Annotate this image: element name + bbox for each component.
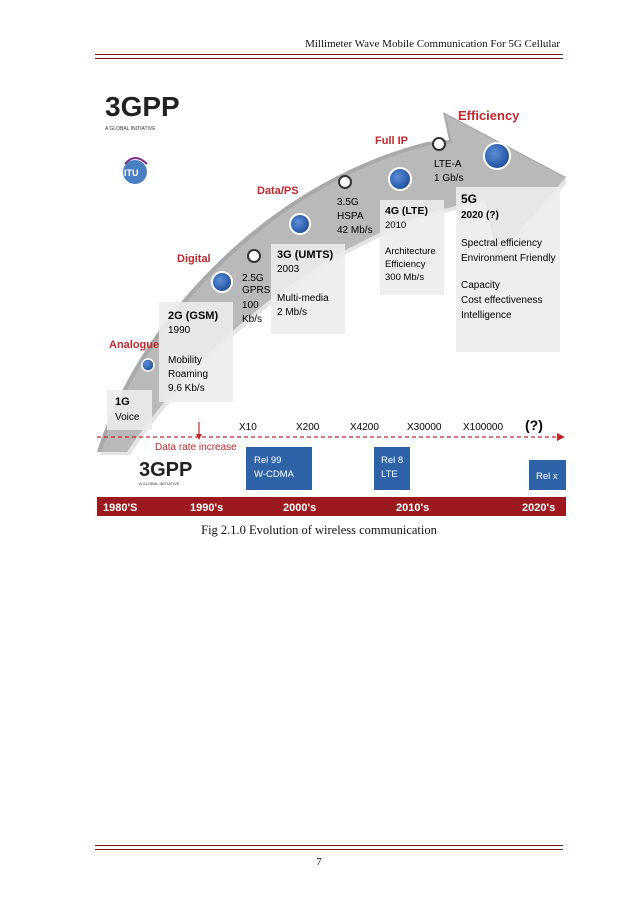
gen-5g-line: 2020 (?)	[461, 210, 499, 221]
gen-lte-a-line: LTE-A	[434, 159, 462, 170]
stage-label-efficiency: Efficiency	[458, 108, 520, 123]
logo-3gpp	[105, 91, 180, 132]
gen-box-1g	[107, 390, 152, 430]
stage-label-analogue: Analogue	[109, 339, 160, 351]
dot-3-5g	[339, 176, 351, 188]
decade-label: 2000's	[283, 502, 317, 514]
dot-2g	[212, 272, 232, 292]
release-box-relx	[529, 460, 566, 490]
logo-3gpp-small-text: 3GPP	[139, 459, 193, 481]
gen-4g-line: Architecture	[385, 246, 436, 257]
gen-2g-title: 2G (GSM)	[168, 310, 219, 322]
stage-label-digital: Digital	[177, 253, 211, 265]
gen-3-5g-line: 42 Mb/s	[337, 225, 373, 236]
wireless-evolution-figure	[97, 72, 566, 516]
gen-3g-title: 3G (UMTS)	[277, 249, 334, 261]
gen-2-5g-line: Kb/s	[242, 314, 263, 325]
logo-itu-text: ITU	[124, 168, 139, 178]
gen-5g-title: 5G	[461, 192, 478, 206]
release-box-rel99	[246, 447, 312, 490]
gen-box-3g	[271, 244, 345, 334]
data-rate-arrowhead	[557, 433, 565, 441]
gen-5g-line: Intelligence	[461, 310, 512, 321]
footer-rule	[95, 845, 563, 850]
gen-4g-title: 4G (LTE)	[385, 205, 428, 217]
multiplier-label: X4200	[350, 422, 379, 433]
release-line: Rel 99	[254, 455, 282, 466]
gen-4g-line: Efficiency	[385, 259, 426, 270]
gen-4g-line: 2010	[385, 220, 407, 231]
figure-caption: Fig 2.1.0 Evolution of wireless communication	[201, 523, 437, 537]
gen-3g-line: 2003	[277, 264, 300, 275]
gen-box-4g	[380, 200, 444, 295]
multiplier-label: X200	[296, 422, 320, 433]
stage-label-full-ip: Full IP	[375, 135, 408, 147]
data-rate-label: Data rate increase	[155, 442, 237, 453]
logo-3gpp-small-tagline: A GLOBAL INITIATIVE	[139, 481, 180, 486]
multiplier-label: X30000	[407, 422, 442, 433]
gen-3-5g-line: 3.5G	[337, 197, 359, 208]
dot-lte-a	[433, 138, 445, 150]
release-line: Rel x	[536, 471, 558, 482]
gen-5g-line: Spectral efficiency	[461, 238, 542, 249]
gen-2-5g-line: GPRS	[242, 285, 271, 296]
multiplier-label: X100000	[463, 422, 504, 433]
decade-label: 1990's	[190, 502, 224, 514]
gen-2g-line: 1990	[168, 325, 191, 336]
gen-2-5g-line: 2.5G	[242, 273, 264, 284]
gen-5g-line: Cost effectiveness	[461, 295, 543, 306]
release-line: Rel 8	[381, 455, 404, 466]
gen-2g-line: 9.6 Kb/s	[168, 383, 205, 394]
gen-box-5g	[456, 187, 560, 352]
gen-3-5g-line: HSPA	[337, 211, 364, 222]
gen-3g-line: 2 Mb/s	[277, 307, 308, 318]
evolution-diagram	[97, 72, 566, 516]
dot-3g	[290, 214, 310, 234]
dot-2-5g	[248, 250, 260, 262]
dot-1g	[142, 359, 154, 371]
decade-label: 2020's	[522, 502, 556, 514]
running-header: Millimeter Wave Mobile Communication For 5G Cellular	[305, 38, 560, 50]
release-box-rel8	[374, 447, 410, 490]
gen-1g-title: 1G	[115, 396, 130, 408]
stage-label-data-ps: Data/PS	[257, 185, 299, 197]
decade-label: 1980'S	[103, 502, 138, 514]
gen-3g-line: Multi-media	[277, 293, 329, 304]
gen-1g-line: Voice	[115, 412, 140, 423]
multiplier-label: X10	[239, 422, 257, 433]
dot-4g	[389, 168, 411, 190]
gen-lte-a-line: 1 Gb/s	[434, 173, 464, 184]
gen-box-2g	[159, 302, 233, 402]
multiplier-label: (?)	[525, 417, 543, 433]
gen-5g-line: Environment Friendly	[461, 253, 556, 264]
gen-4g-line: 300 Mb/s	[385, 272, 425, 283]
release-line: LTE	[381, 469, 398, 480]
decade-label: 2010's	[396, 502, 430, 514]
gen-5g-line: Capacity	[461, 280, 500, 291]
logo-itu	[123, 158, 147, 184]
gen-2g-line: Mobility	[168, 355, 202, 366]
release-line: W-CDMA	[254, 469, 294, 480]
dot-5g	[484, 143, 510, 169]
decade-bar	[97, 497, 566, 516]
page-number: 7	[316, 856, 322, 868]
logo-3gpp-tagline: A GLOBAL INITIATIVE	[105, 126, 156, 132]
logo-3gpp-small	[139, 459, 192, 486]
gen-2-5g-line: 100	[242, 300, 259, 311]
header-rule	[95, 54, 563, 59]
logo-3gpp-text: 3GPP	[105, 91, 180, 122]
gen-2g-line: Roaming	[168, 369, 209, 380]
